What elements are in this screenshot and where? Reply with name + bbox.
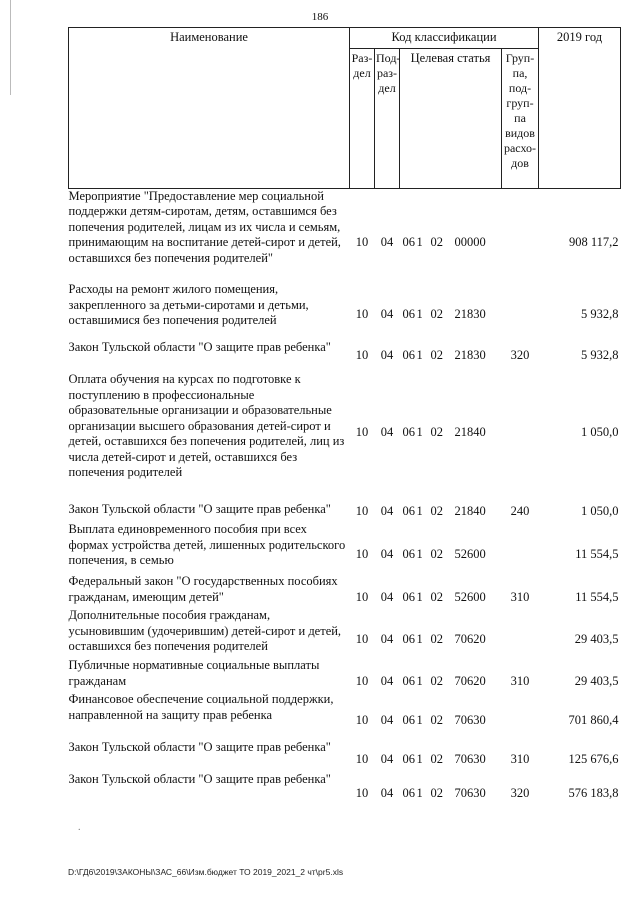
row-name: Расходы на ремонт жилого помещения, закрепленного за детьми-сиротами и детьми, оставшимися без попечения родителей bbox=[68, 282, 309, 327]
target-code-part: 02 bbox=[430, 632, 443, 647]
row-amount: 5 932,8 bbox=[581, 348, 619, 363]
table-row bbox=[69, 522, 621, 574]
row-expense-group bbox=[502, 522, 539, 574]
target-code-part: 70620 bbox=[454, 632, 486, 647]
target-code-part: 00000 bbox=[454, 234, 486, 249]
row-name: Федеральный закон "О государственных пособиях гражданам, имеющим детей" bbox=[68, 574, 338, 604]
target-code-part: 06 bbox=[402, 504, 415, 519]
row-target-article bbox=[400, 488, 502, 522]
target-code-part: 70630 bbox=[454, 786, 486, 801]
row-amount: 1 050,0 bbox=[581, 425, 619, 440]
row-amount: 701 860,4 bbox=[568, 713, 619, 728]
table-body bbox=[69, 188, 621, 804]
row-name: Закон Тульской области "О защите прав ребенка" bbox=[68, 502, 331, 516]
target-code-part: 21840 bbox=[454, 425, 486, 440]
target-code-part: 02 bbox=[430, 234, 443, 249]
row-target-article bbox=[400, 574, 502, 608]
target-code-part: 21840 bbox=[454, 504, 486, 519]
row-amount: 11 554,5 bbox=[575, 547, 619, 562]
header-target-article: Целевая статья bbox=[400, 48, 502, 188]
target-code-part: 06 bbox=[402, 752, 415, 767]
table-row bbox=[69, 692, 621, 736]
row-subsection: 04 bbox=[380, 307, 394, 322]
target-code-part: 1 bbox=[416, 786, 423, 801]
row-name: Закон Тульской области "О защите прав ребенка" bbox=[68, 772, 331, 786]
target-code-part: 06 bbox=[402, 632, 415, 647]
row-section: 10 bbox=[355, 234, 369, 249]
target-code-part: 06 bbox=[402, 713, 415, 728]
row-expense-group: 240 bbox=[510, 504, 530, 519]
row-expense-group: 310 bbox=[510, 674, 530, 689]
row-section: 10 bbox=[355, 547, 369, 562]
table-row bbox=[69, 282, 621, 334]
header-year: 2019 год bbox=[539, 28, 621, 189]
target-code-part: 1 bbox=[416, 713, 423, 728]
row-name: Выплата единовременного пособия при всех формах устройства детей, лишенных родительского попечения, в семью bbox=[68, 522, 346, 567]
row-subsection: 04 bbox=[380, 713, 394, 728]
row-expense-group: 320 bbox=[510, 786, 530, 801]
target-code-part: 70620 bbox=[454, 674, 486, 689]
row-section: 10 bbox=[355, 632, 369, 647]
row-name: Финансовое обеспечение социальной поддержки, направленной на защиту прав ребенка bbox=[68, 692, 334, 722]
row-name: Мероприятие "Предоставление мер социальной поддержки детям-сиротам, детям, оставшимся без попечения родителей, лицам из их числа и семьям, принимающим на воспитание детей-сирот и детей, оставшихся без попечения родителей" bbox=[68, 188, 341, 265]
target-code-part: 52600 bbox=[454, 590, 486, 605]
row-subsection: 04 bbox=[380, 547, 394, 562]
table-row bbox=[69, 608, 621, 658]
row-amount: 29 403,5 bbox=[574, 632, 619, 647]
target-code-part: 21830 bbox=[454, 307, 486, 322]
table-row bbox=[69, 364, 621, 488]
page-number: 186 bbox=[311, 11, 329, 23]
row-amount: 5 932,8 bbox=[581, 307, 619, 322]
target-code-part: 06 bbox=[402, 307, 415, 322]
row-amount: 125 676,6 bbox=[568, 752, 619, 767]
table-row bbox=[69, 188, 621, 282]
row-target-article bbox=[400, 770, 502, 804]
row-subsection: 04 bbox=[380, 504, 394, 519]
target-code-part: 06 bbox=[402, 590, 415, 605]
target-code-part: 06 bbox=[402, 425, 415, 440]
target-code-part: 70630 bbox=[454, 752, 486, 767]
row-amount: 11 554,5 bbox=[575, 590, 619, 605]
target-code-part: 02 bbox=[430, 674, 443, 689]
target-code-part: 1 bbox=[416, 234, 423, 249]
row-section: 10 bbox=[355, 674, 369, 689]
target-code-part: 02 bbox=[430, 547, 443, 562]
row-subsection: 04 bbox=[380, 674, 394, 689]
table-row bbox=[69, 574, 621, 608]
footnote-mark: . bbox=[78, 822, 81, 833]
table-row bbox=[69, 488, 621, 522]
target-code-part: 02 bbox=[430, 590, 443, 605]
target-code-part: 1 bbox=[416, 632, 423, 647]
table-row bbox=[69, 770, 621, 804]
header-subsection: Под-раз-дел bbox=[375, 48, 400, 188]
row-expense-group bbox=[502, 282, 539, 334]
row-subsection: 04 bbox=[380, 752, 394, 767]
target-code-part: 21830 bbox=[454, 348, 486, 363]
target-code-part: 1 bbox=[416, 590, 423, 605]
target-code-part: 06 bbox=[402, 547, 415, 562]
target-code-part: 06 bbox=[402, 348, 415, 363]
target-code-part: 06 bbox=[402, 234, 415, 249]
target-code-part: 1 bbox=[416, 674, 423, 689]
target-code-part: 02 bbox=[430, 786, 443, 801]
row-target-article bbox=[400, 692, 502, 736]
row-expense-group bbox=[502, 692, 539, 736]
row-target-article bbox=[400, 188, 502, 282]
row-section: 10 bbox=[355, 307, 369, 322]
row-section: 10 bbox=[355, 348, 369, 363]
target-code-part: 52600 bbox=[454, 547, 486, 562]
row-expense-group: 320 bbox=[510, 348, 530, 363]
row-expense-group: 310 bbox=[510, 590, 530, 605]
target-code-part: 02 bbox=[430, 307, 443, 322]
target-code-part: 02 bbox=[430, 752, 443, 767]
row-target-article bbox=[400, 282, 502, 334]
row-amount: 576 183,8 bbox=[568, 786, 619, 801]
row-expense-group bbox=[502, 608, 539, 658]
target-code-part: 02 bbox=[430, 713, 443, 728]
row-target-article bbox=[400, 658, 502, 692]
row-expense-group bbox=[502, 364, 539, 488]
table-row bbox=[69, 736, 621, 770]
target-code-part: 1 bbox=[416, 425, 423, 440]
header-expense-group: Груп-па, под-груп-па видов расхо-дов bbox=[502, 48, 539, 188]
target-code-part: 1 bbox=[416, 348, 423, 363]
row-subsection: 04 bbox=[380, 590, 394, 605]
row-name: Закон Тульской области "О защите прав ребенка" bbox=[68, 740, 331, 754]
row-target-article bbox=[400, 522, 502, 574]
row-target-article bbox=[400, 736, 502, 770]
target-code-part: 70630 bbox=[454, 713, 486, 728]
row-section: 10 bbox=[355, 786, 369, 801]
row-target-article bbox=[400, 334, 502, 364]
row-name: Закон Тульской области "О защите прав ребенка" bbox=[68, 340, 331, 354]
header-code-group: Код классификации bbox=[350, 28, 539, 49]
row-expense-group bbox=[502, 188, 539, 282]
row-target-article bbox=[400, 364, 502, 488]
target-code-part: 1 bbox=[416, 504, 423, 519]
target-code-part: 02 bbox=[430, 504, 443, 519]
row-amount: 908 117,2 bbox=[568, 234, 619, 249]
row-expense-group: 310 bbox=[510, 752, 530, 767]
table-header bbox=[69, 28, 621, 189]
target-code-part: 02 bbox=[430, 425, 443, 440]
target-code-part: 06 bbox=[402, 786, 415, 801]
row-section: 10 bbox=[355, 713, 369, 728]
footer-file-path: D:\ГД6\2019\ЗАКОНЫ\ЗАС_66\Изм.бюджет ТО 2019_2021_2 чт\pr5.xls bbox=[68, 867, 344, 877]
row-subsection: 04 bbox=[380, 348, 394, 363]
row-section: 10 bbox=[355, 752, 369, 767]
target-code-part: 1 bbox=[416, 307, 423, 322]
row-subsection: 04 bbox=[380, 632, 394, 647]
row-subsection: 04 bbox=[380, 234, 394, 249]
target-code-part: 06 bbox=[402, 674, 415, 689]
table-row bbox=[69, 334, 621, 364]
row-amount: 1 050,0 bbox=[581, 504, 619, 519]
row-section: 10 bbox=[355, 425, 369, 440]
row-amount: 29 403,5 bbox=[574, 674, 619, 689]
target-code-part: 1 bbox=[416, 752, 423, 767]
row-subsection: 04 bbox=[380, 786, 394, 801]
header-name: Наименование bbox=[69, 28, 350, 189]
budget-table bbox=[68, 27, 621, 804]
row-section: 10 bbox=[355, 590, 369, 605]
table-row bbox=[69, 658, 621, 692]
row-name: Дополнительные пособия гражданам, усыновившим (удочерившим) детей-сирот и детей, оставшихся без попечения родителей bbox=[68, 608, 342, 653]
header-section: Раз-дел bbox=[350, 48, 375, 188]
row-name: Публичные нормативные социальные выплаты гражданам bbox=[68, 658, 320, 688]
row-section: 10 bbox=[355, 504, 369, 519]
row-name: Оплата обучения на курсах по подготовке к поступлению в профессиональные образовательные организации и образовательные организации высшего образования детей-сирот и детей, оставшихся без попечения родителей, лиц из числа детей-сирот и детей, оставшихся без попечения родителей bbox=[68, 372, 345, 479]
target-code-part: 1 bbox=[416, 547, 423, 562]
row-target-article bbox=[400, 608, 502, 658]
row-subsection: 04 bbox=[380, 425, 394, 440]
target-code-part: 02 bbox=[430, 348, 443, 363]
